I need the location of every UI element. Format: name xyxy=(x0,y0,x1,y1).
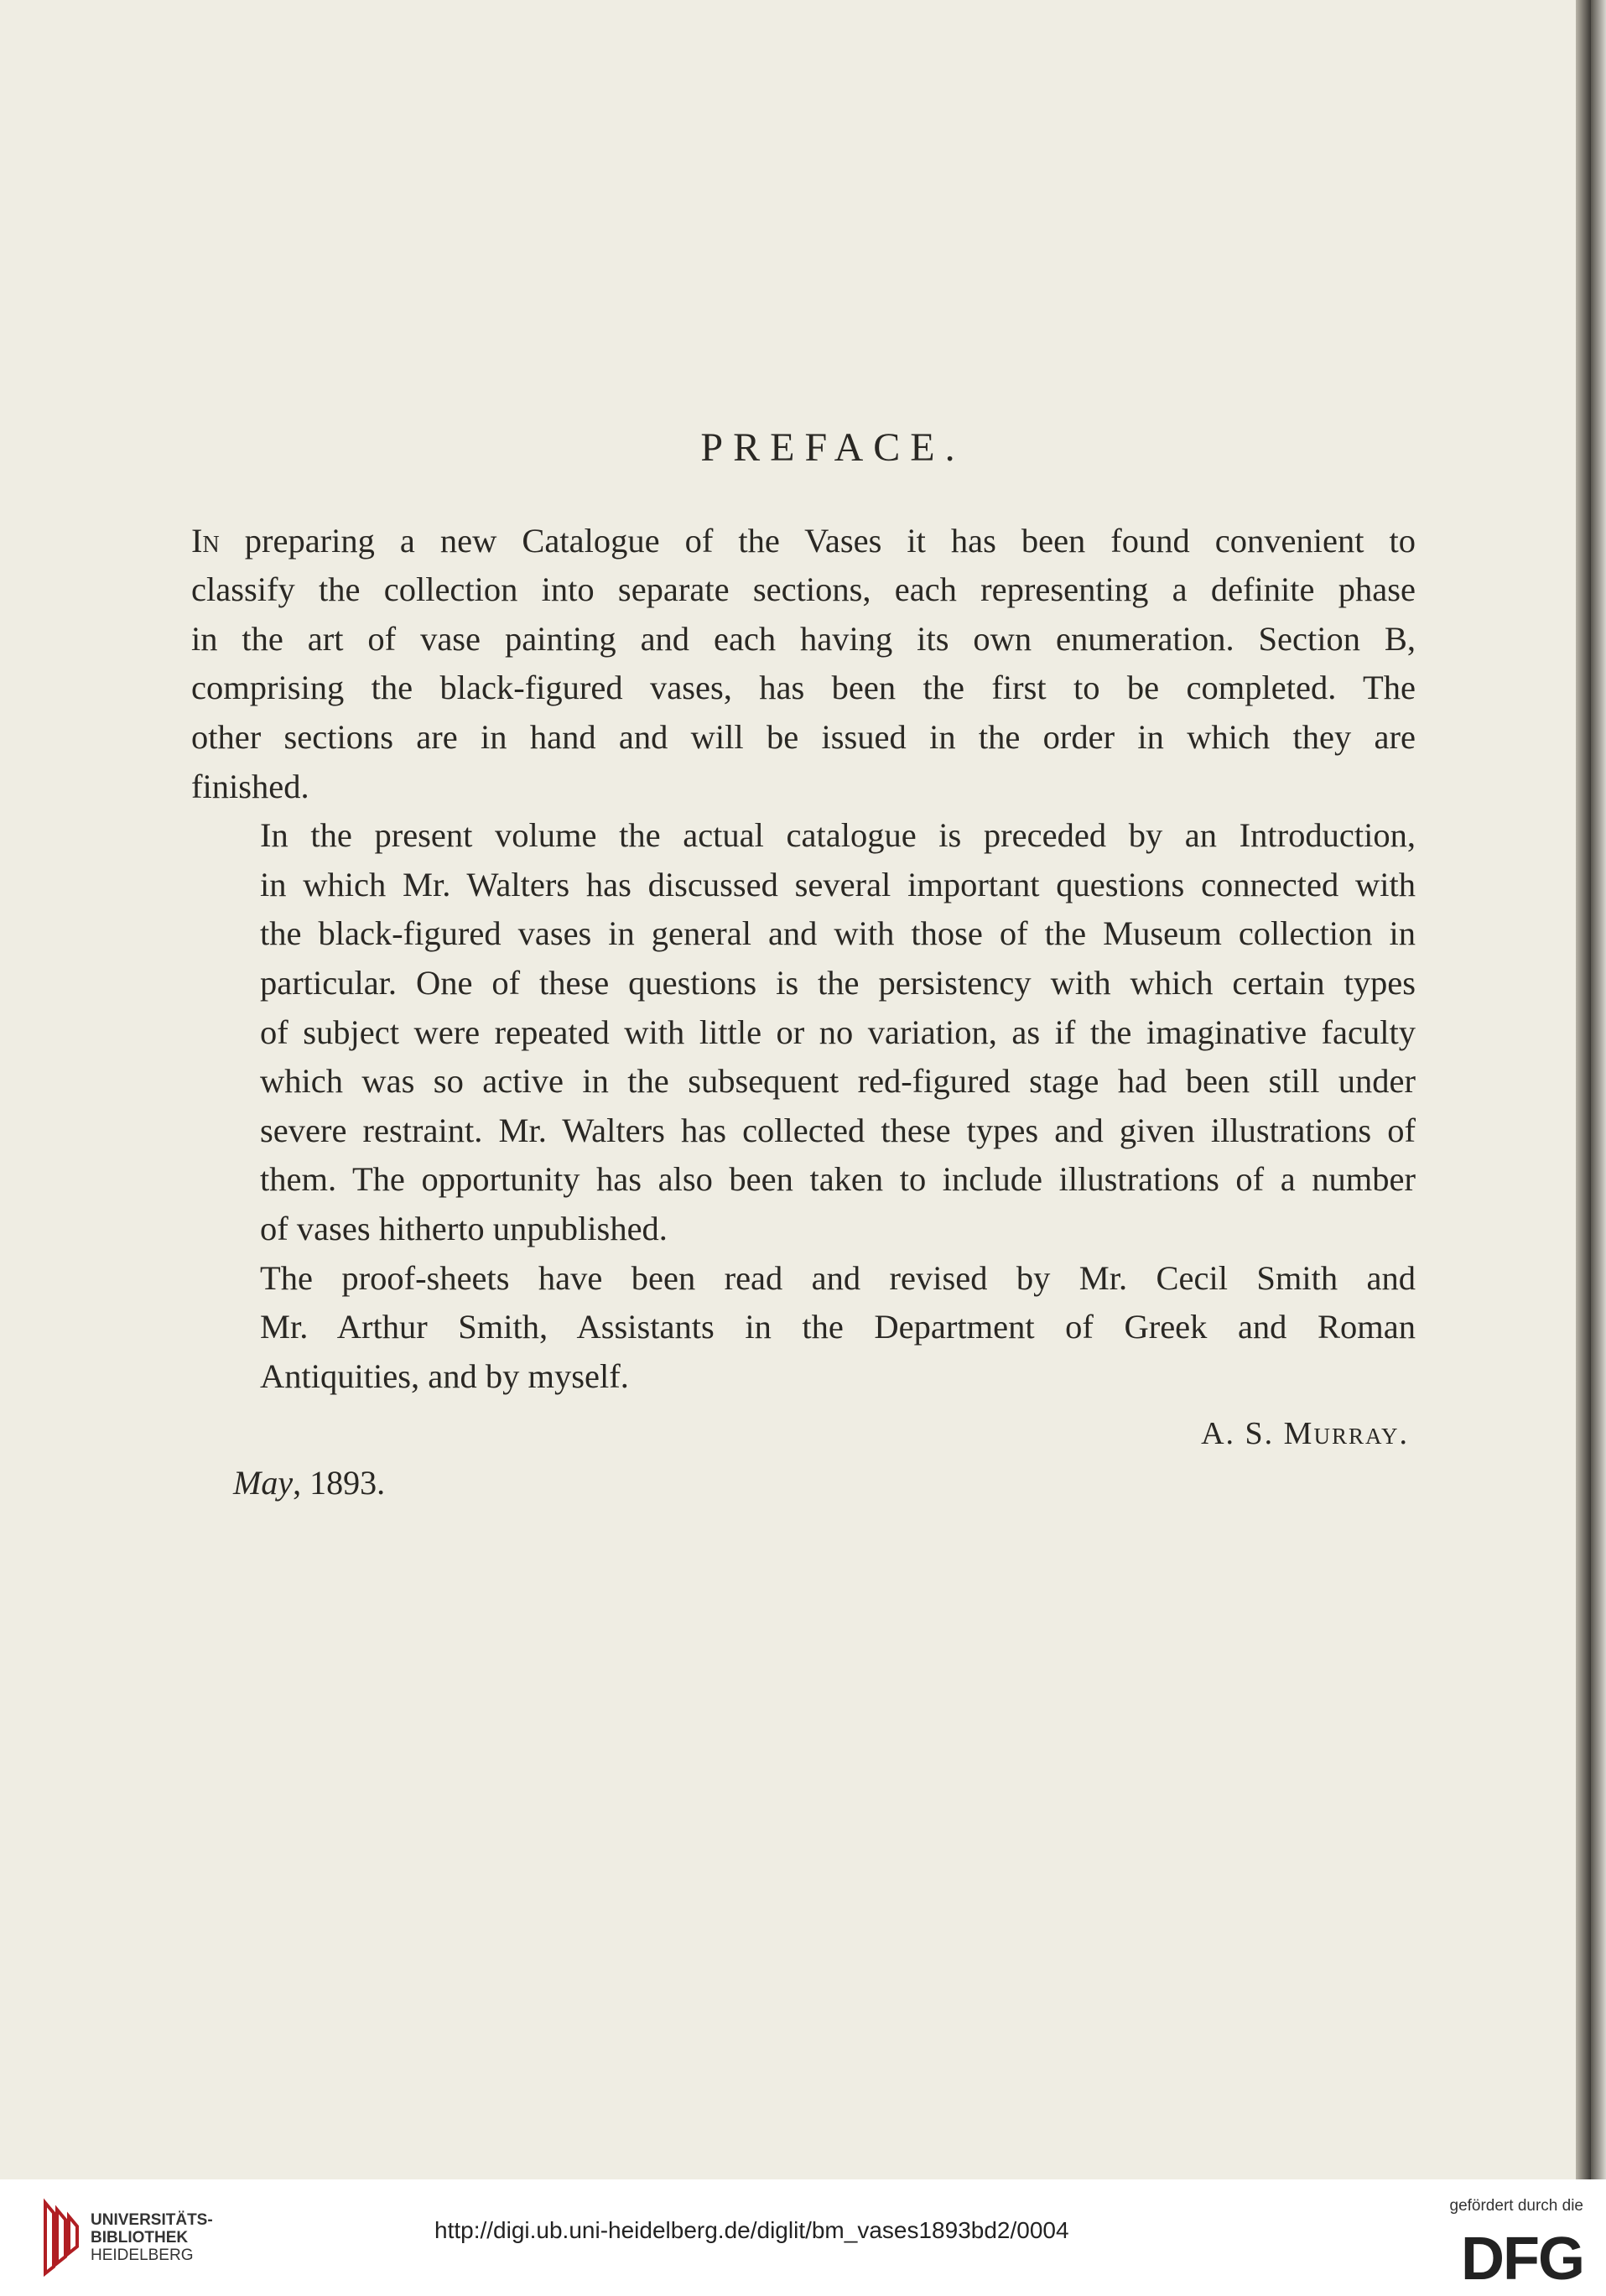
paragraph-2 xyxy=(191,811,1416,1253)
text-line: severe restraint. Mr. Walters has collected these types and given illustrations of xyxy=(260,1111,1416,1149)
page-body xyxy=(191,424,1416,1507)
lead-word: In xyxy=(191,521,220,560)
scan-border xyxy=(1591,0,1606,2179)
text-line: comprising the black-figured vases, has been the first to be completed. The xyxy=(191,669,1416,707)
date-month: May xyxy=(233,1463,294,1502)
text-line: The proof-sheets have been read and revised by Mr. Cecil Smith and xyxy=(260,1258,1416,1297)
footer-bar xyxy=(0,2179,1606,2296)
text-line: classify the collection into separate sections, each representing a definite phase xyxy=(191,570,1416,609)
page-title: PREFACE. xyxy=(700,425,965,470)
signature: A. S. Murray. xyxy=(1201,1416,1409,1452)
text-line: In the present volume the actual catalogue is preceded by an Introduction, xyxy=(260,816,1416,855)
paragraph-3 xyxy=(191,1254,1416,1402)
text-line: particular. One of these questions is the persistency with which certain types xyxy=(260,963,1416,1002)
text-line: them. The opportunity has also been taken to include illustrations of a number xyxy=(260,1160,1416,1199)
text-line: in which Mr. Walters has discussed several important questions connected with xyxy=(260,865,1416,903)
text-line: finished. xyxy=(191,767,309,805)
permalink-url[interactable]: http://digi.ub.uni-heidelberg.de/diglit/bm_vases1893bd2/0004 xyxy=(434,2217,1069,2243)
dfg-logo-icon xyxy=(1449,2227,1583,2286)
text-line: in the art of vase painting and each having its own enumeration. Section B, xyxy=(191,619,1416,658)
funding-note: gefördert durch die xyxy=(1449,2197,1583,2215)
university-library-logo-icon xyxy=(42,2196,84,2280)
date-line xyxy=(191,1459,1416,1508)
svg-text:DFG: DFG xyxy=(1461,2227,1583,2286)
text-line: Mr. Arthur Smith, Assistants in the Department of Greek and Roman xyxy=(260,1308,1416,1346)
text-line: Antiquities, and by myself. xyxy=(260,1356,629,1395)
text-line: the black-figured vases in general and with those of the Museum collection in xyxy=(260,914,1416,953)
text-line: other sections are in hand and will be issued in the order in which they are xyxy=(191,717,1416,756)
paragraph-1 xyxy=(191,517,1416,812)
text-line: In preparing a new Catalogue of the Vases it has been found convenient to xyxy=(191,521,1416,560)
text-line: of subject were repeated with little or no variation, as if the imaginative faculty xyxy=(260,1013,1416,1051)
text-line: of vases hitherto unpublished. xyxy=(260,1209,668,1247)
library-name: UNIVERSITÄTS- BIBLIOTHEK HEIDELBERG xyxy=(91,2211,213,2264)
text-line: which was so active in the subsequent red-figured stage had been still under xyxy=(260,1062,1416,1101)
page-edge-shadow xyxy=(1576,0,1591,2179)
date-year: , 1893. xyxy=(293,1463,386,1502)
